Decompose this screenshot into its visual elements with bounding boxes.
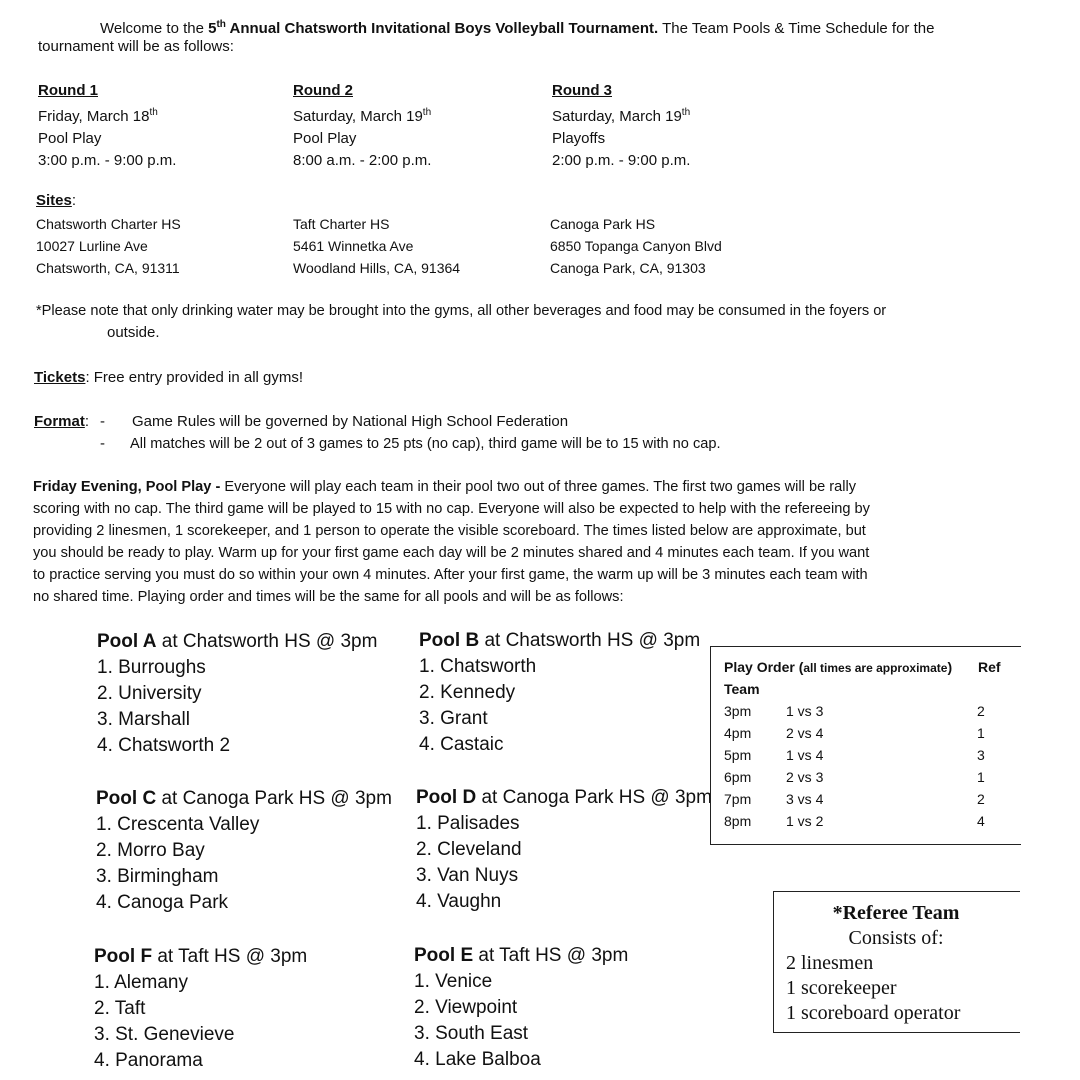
pool-team: 3. Marshall	[97, 709, 190, 730]
pool-team: 1. Chatsworth	[419, 656, 537, 677]
site-street: 10027 Lurline Ave	[36, 238, 148, 254]
format-bullet-1: -	[100, 413, 105, 430]
pool-c	[96, 786, 392, 916]
site-name: Chatsworth Charter HS	[36, 216, 181, 232]
pool-a	[97, 629, 377, 759]
site-city: Chatsworth, CA, 91311	[36, 260, 180, 276]
referee-title: *Referee Team	[832, 902, 960, 924]
round-time: 8:00 a.m. - 2:00 p.m.	[293, 152, 432, 169]
pool-team: 4. Lake Balboa	[414, 1049, 541, 1070]
pool-team: 1. Crescenta Valley	[96, 814, 260, 835]
pool-team: 2. University	[97, 683, 202, 704]
intro-line-2: tournament will be as follows:	[38, 38, 234, 55]
referee-item: 2 linesmen	[786, 952, 874, 974]
pool-team: 4. Panorama	[94, 1050, 203, 1071]
pool-heading: Pool B at Chatsworth HS @ 3pm	[419, 630, 701, 651]
pool-team: 2. Cleveland	[416, 839, 522, 860]
format-label: Format:	[34, 413, 90, 430]
pool-team: 4. Vaughn	[416, 891, 502, 912]
round-type: Pool Play	[293, 130, 357, 147]
site-name: Taft Charter HS	[293, 216, 390, 232]
site-city: Woodland Hills, CA, 91364	[293, 260, 461, 276]
pool-f	[94, 944, 307, 1074]
pool-heading: Pool D at Canoga Park HS @ 3pm	[416, 787, 712, 808]
friday-line-3: providing 2 linesmen, 1 scorekeeper, and 1 person to operate the visible scoreboard. The times listed below are approximate, but	[33, 523, 866, 539]
pool-heading: Pool C at Canoga Park HS @ 3pm	[96, 788, 392, 809]
site-name: Canoga Park HS	[550, 216, 656, 232]
friday-line-2: scoring with no cap. The third game will be played to 15 with no cap. Everyone will also be expected to help with the refereeing by	[33, 501, 870, 517]
pool-team: 3. Van Nuys	[416, 865, 519, 886]
pool-team: 3. Grant	[419, 708, 488, 729]
pool-heading: Pool A at Chatsworth HS @ 3pm	[97, 631, 378, 652]
pool-team: 2. Kennedy	[419, 682, 516, 703]
pool-team: 1. Venice	[414, 971, 493, 992]
pool-team: 2. Viewpoint	[414, 997, 518, 1018]
tickets: Tickets: Free entry provided in all gyms!	[34, 369, 304, 386]
round-day: Friday, March 18th	[38, 107, 158, 125]
pool-team: 1. Alemany	[94, 972, 188, 993]
referee-item: 1 scorekeeper	[786, 977, 897, 999]
round-day: Saturday, March 19th	[552, 107, 691, 125]
pool-team: 3. St. Genevieve	[94, 1024, 235, 1045]
pool-team: 4. Chatsworth 2	[97, 735, 231, 756]
referee-item: 1 scoreboard operator	[786, 1002, 961, 1024]
pool-team: 4. Canoga Park	[96, 892, 229, 913]
pool-team: 1. Burroughs	[97, 657, 206, 678]
pool-team: 1. Palisades	[416, 813, 520, 834]
round-day: Saturday, March 19th	[293, 107, 432, 125]
friday-line-6: no shared time. Playing order and times will be the same for all pools and will be as follows:	[33, 589, 624, 605]
team-header: Team	[724, 681, 760, 697]
friday-line-5: to practice serving you must do so within your own 4 minutes. After your first game, the warm up will be 3 minutes each team with	[33, 567, 868, 583]
round-time: 3:00 p.m. - 9:00 p.m.	[38, 152, 177, 169]
site-city: Canoga Park, CA, 91303	[550, 260, 706, 276]
intro-line-1: Welcome to the 5th Annual Chatsworth Invitational Boys Volleyball Tournament. The Team Pools & Time Schedule for the	[100, 19, 935, 37]
note-line-2: outside.	[107, 324, 160, 341]
round-title: Round 1	[38, 82, 98, 99]
sites-label: Sites:	[36, 192, 77, 209]
referee-subtitle: Consists of:	[848, 927, 944, 949]
play-order-title: Play Order (all times are approximate)	[724, 659, 953, 675]
format-bullet-2-text: All matches will be 2 out of 3 games to 25 pts (no cap), third game will be to 15 with no cap.	[130, 436, 721, 452]
pool-team: 4. Castaic	[419, 734, 504, 755]
site-1	[36, 213, 181, 279]
round-2	[293, 80, 431, 172]
friday-line-1: Friday Evening, Pool Play - Everyone will play each team in their pool two out of three games. The first two games will be rally	[33, 479, 856, 495]
site-street: 5461 Winnetka Ave	[293, 238, 414, 254]
format-bullet-2: -	[100, 435, 105, 452]
friday-paragraph	[33, 476, 870, 608]
pool-e	[414, 943, 628, 1073]
pool-heading: Pool F at Taft HS @ 3pm	[94, 946, 308, 967]
pool-team: 2. Morro Bay	[96, 840, 205, 861]
round-title: Round 3	[552, 82, 612, 99]
friday-line-4: you should be ready to play. Warm up for your first game each day will be 2 minutes shared and 4 minutes each team. If you want	[33, 545, 870, 561]
pool-team: 2. Taft	[94, 998, 146, 1019]
ref-header: Ref	[978, 659, 1001, 675]
site-2	[293, 213, 460, 279]
site-street: 6850 Topanga Canyon Blvd	[550, 238, 722, 254]
format-bullet-1-text: Game Rules will be governed by National High School Federation	[132, 413, 569, 430]
round-type: Playoffs	[552, 130, 606, 147]
round-1	[38, 80, 176, 172]
round-3	[552, 80, 690, 172]
round-title: Round 2	[293, 82, 353, 99]
round-type: Pool Play	[38, 130, 102, 147]
pool-team: 3. South East	[414, 1023, 529, 1044]
pool-team: 3. Birmingham	[96, 866, 219, 887]
pool-b	[419, 628, 700, 758]
round-time: 2:00 p.m. - 9:00 p.m.	[552, 152, 691, 169]
pool-d	[416, 785, 712, 915]
pool-heading: Pool E at Taft HS @ 3pm	[414, 945, 629, 966]
site-3	[550, 213, 722, 279]
note-line-1: *Please note that only drinking water may be brought into the gyms, all other beverages and food may be consumed in the foyers or	[36, 303, 887, 319]
